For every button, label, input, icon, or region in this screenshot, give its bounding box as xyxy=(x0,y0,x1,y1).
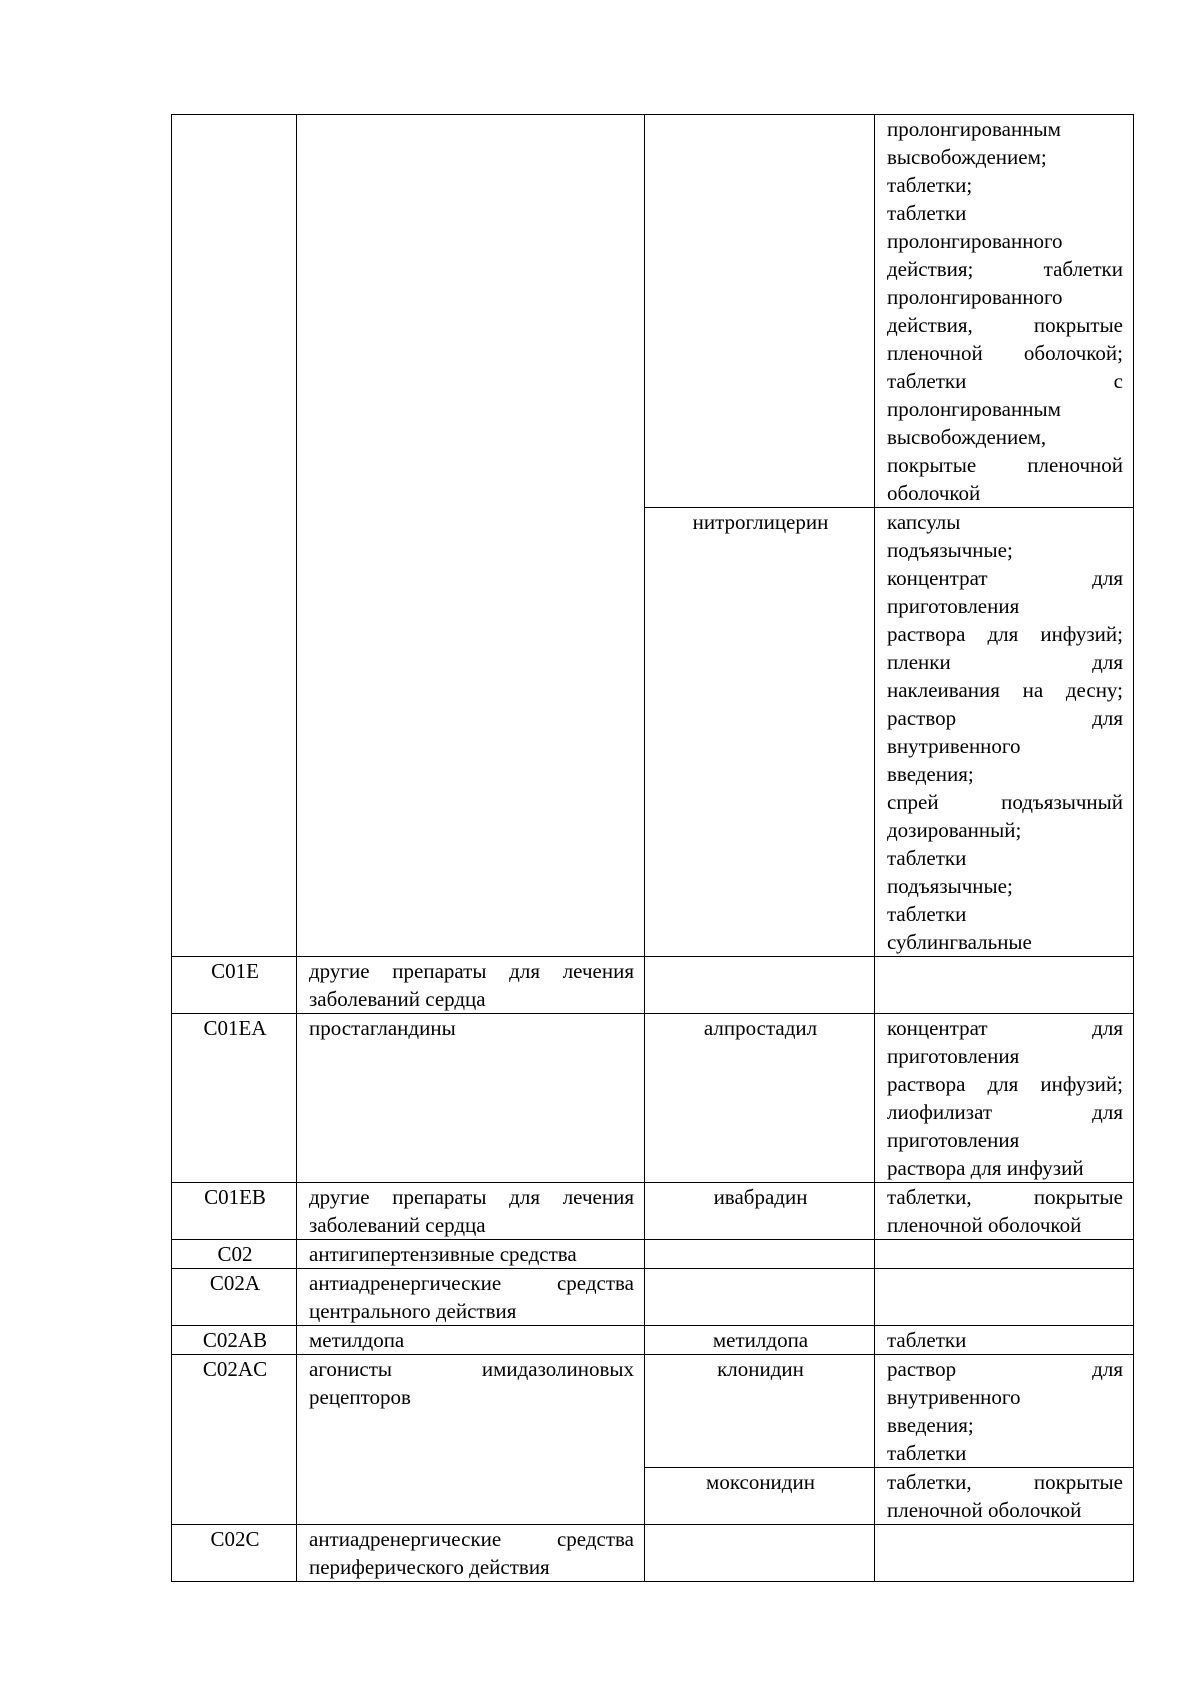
dosage-form-line: таблетки; xyxy=(887,173,973,197)
table-row xyxy=(172,1355,1134,1468)
anatomical-therapeutic-group-cell: агонисты имидазолиновых рецепторов xyxy=(297,1355,645,1525)
dosage-form-line: сублингвальные xyxy=(887,930,1032,954)
dosage-form-line: действия, покрытые xyxy=(887,313,1123,337)
dosage-form-line: раствор для xyxy=(887,706,1123,730)
table-row xyxy=(172,115,1134,508)
dosage-form-line: раствора для инфузий; xyxy=(887,1072,1123,1096)
dosage-form-line: концентрат для xyxy=(887,1016,1123,1040)
drug-name-cell: алпростадил xyxy=(645,1014,875,1183)
atc-code-cell xyxy=(172,115,297,957)
drug-name-cell xyxy=(645,957,875,1014)
table-row xyxy=(172,1183,1134,1240)
dosage-form-line: концентрат для xyxy=(887,566,1123,590)
drug-name-cell: ивабрадин xyxy=(645,1183,875,1240)
anatomical-therapeutic-group-cell: другие препараты для лечения заболеваний сердца xyxy=(297,957,645,1014)
dosage-form-line: пленочной оболочкой xyxy=(887,1498,1082,1522)
dosage-form-line: действия; таблетки xyxy=(887,257,1123,281)
table-body xyxy=(172,115,1134,1582)
dosage-form-line: подъязычные; xyxy=(887,874,1013,898)
table-row xyxy=(172,1326,1134,1355)
atc-code-cell: C01EA xyxy=(172,1014,297,1183)
atc-code-cell: C01E xyxy=(172,957,297,1014)
table-row xyxy=(172,1014,1134,1183)
dosage-form-line: внутривенного xyxy=(887,1385,1021,1409)
anatomical-therapeutic-group-cell: метилдопа xyxy=(297,1326,645,1355)
atc-code-cell: C02AC xyxy=(172,1355,297,1525)
dosage-form-line: раствора для инфузий xyxy=(887,1156,1084,1180)
dosage-form-line: пролонгированного xyxy=(887,285,1063,309)
dosage-form-cell xyxy=(875,1183,1134,1240)
dosage-form-line: таблетки, покрытые xyxy=(887,1185,1123,1209)
dosage-form-line: таблетки xyxy=(887,1328,967,1352)
atc-code-cell: C02C xyxy=(172,1525,297,1582)
dosage-form-line: приготовления xyxy=(887,594,1020,618)
dosage-form-line: введения; xyxy=(887,1413,974,1437)
dosage-form-line: пленочной оболочкой xyxy=(887,1213,1082,1237)
table-row xyxy=(172,1525,1134,1582)
drug-name-cell xyxy=(645,115,875,508)
dosage-form-cell xyxy=(875,1326,1134,1355)
anatomical-therapeutic-group-cell xyxy=(297,115,645,957)
anatomical-therapeutic-group-cell: антиадренергические средства периферического действия xyxy=(297,1525,645,1582)
dosage-form-line: дозированный; xyxy=(887,818,1022,842)
dosage-form-line: высвобождением, xyxy=(887,425,1047,449)
dosage-form-line: пленочной оболочкой; xyxy=(887,341,1123,365)
dosage-form-line: таблетки, покрытые xyxy=(887,1470,1123,1494)
dosage-form-cell xyxy=(875,957,1134,1014)
dosage-form-cell xyxy=(875,1269,1134,1326)
anatomical-therapeutic-group-cell: антигипертензивные средства xyxy=(297,1240,645,1269)
dosage-form-line: подъязычные; xyxy=(887,538,1013,562)
anatomical-therapeutic-group-cell: простагландины xyxy=(297,1014,645,1183)
drug-name-cell: клонидин xyxy=(645,1355,875,1468)
dosage-form-line: пролонгированного xyxy=(887,229,1063,253)
dosage-form-line: приготовления xyxy=(887,1128,1020,1152)
dosage-form-line: покрытые пленочной xyxy=(887,453,1123,477)
dosage-form-line: таблетки с xyxy=(887,369,1123,393)
dosage-form-line: наклеивания на десну; xyxy=(887,678,1123,702)
dosage-form-line: высвобождением; xyxy=(887,145,1047,169)
dosage-form-line: введения; xyxy=(887,762,974,786)
dosage-form-cell xyxy=(875,115,1134,508)
table-row xyxy=(172,1240,1134,1269)
drug-name-cell: моксонидин xyxy=(645,1468,875,1525)
atc-code-cell: C02A xyxy=(172,1269,297,1326)
table-row xyxy=(172,1269,1134,1326)
dosage-form-line: пролонгированным xyxy=(887,397,1061,421)
dosage-form-line: раствора для инфузий; xyxy=(887,622,1123,646)
anatomical-therapeutic-group-cell: другие препараты для лечения заболеваний сердца xyxy=(297,1183,645,1240)
drug-name-cell xyxy=(645,1269,875,1326)
atc-code-cell: C02AB xyxy=(172,1326,297,1355)
dosage-form-cell xyxy=(875,1468,1134,1525)
drug-name-cell: метилдопа xyxy=(645,1326,875,1355)
dosage-form-cell xyxy=(875,1014,1134,1183)
drug-name-cell: нитроглицерин xyxy=(645,508,875,957)
dosage-form-line: пролонгированным xyxy=(887,117,1061,141)
atc-code-cell: C02 xyxy=(172,1240,297,1269)
drug-name-cell xyxy=(645,1240,875,1269)
anatomical-therapeutic-group-cell: антиадренергические средства центрального действия xyxy=(297,1269,645,1326)
drug-name-cell xyxy=(645,1525,875,1582)
dosage-form-line: внутривенного xyxy=(887,734,1021,758)
dosage-form-line: приготовления xyxy=(887,1044,1020,1068)
drug-classification-table xyxy=(171,114,1134,1582)
dosage-form-line: пленки для xyxy=(887,650,1123,674)
dosage-form-line: таблетки xyxy=(887,846,967,870)
dosage-form-cell xyxy=(875,1355,1134,1468)
atc-code-cell: C01EB xyxy=(172,1183,297,1240)
dosage-form-cell xyxy=(875,1525,1134,1582)
dosage-form-cell xyxy=(875,508,1134,957)
dosage-form-line: оболочкой xyxy=(887,481,981,505)
dosage-form-line: таблетки xyxy=(887,902,967,926)
dosage-form-line: лиофилизат для xyxy=(887,1100,1123,1124)
dosage-form-line: раствор для xyxy=(887,1357,1123,1381)
dosage-form-line: спрей подъязычный xyxy=(887,790,1123,814)
dosage-form-line: капсулы xyxy=(887,510,961,534)
dosage-form-line: таблетки xyxy=(887,1441,967,1465)
table-row xyxy=(172,957,1134,1014)
dosage-form-cell xyxy=(875,1240,1134,1269)
dosage-form-line: таблетки xyxy=(887,201,967,225)
